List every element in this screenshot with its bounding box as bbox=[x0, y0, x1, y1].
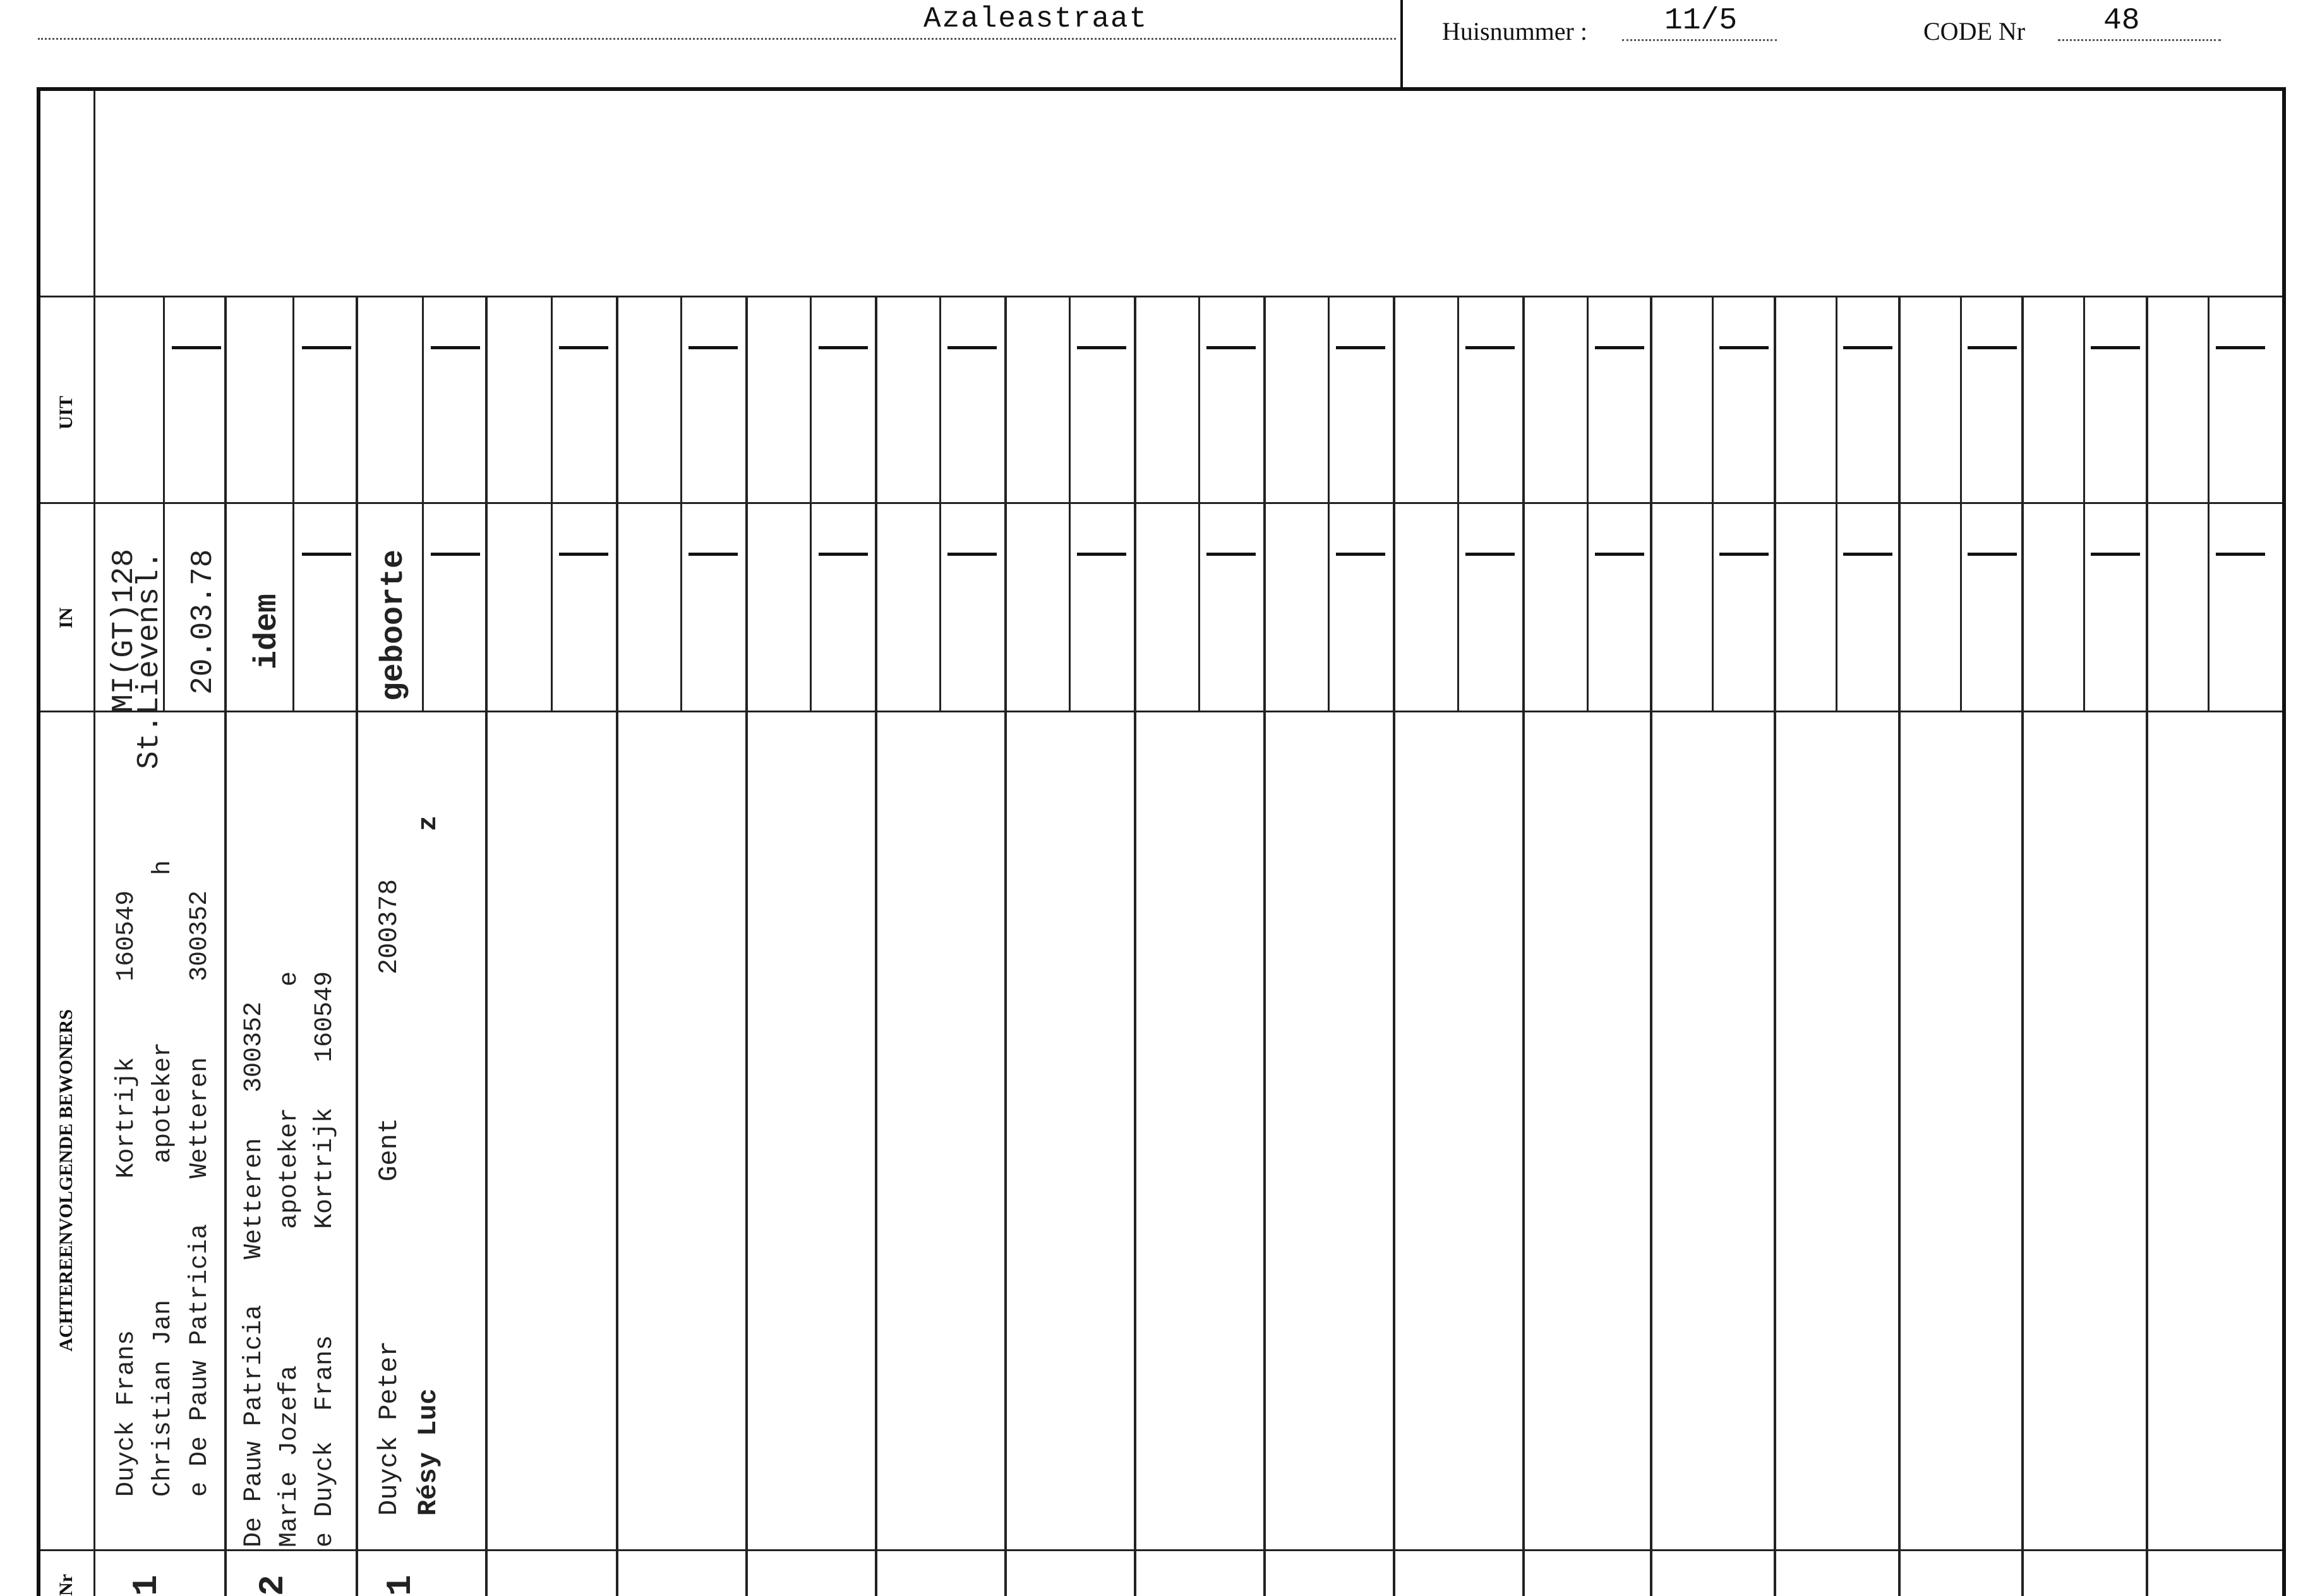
empty-uit-dash bbox=[1843, 346, 1892, 349]
resident-2-line-2: Marie Jozefa apoteker e bbox=[275, 971, 304, 1547]
section-line-in bbox=[40, 502, 2282, 504]
code-value: 48 bbox=[2103, 4, 2140, 38]
empty-uit-dash bbox=[172, 346, 221, 349]
table-border-top bbox=[37, 87, 2286, 91]
column-divider bbox=[1898, 296, 1901, 1596]
empty-in-dash bbox=[1336, 553, 1385, 556]
section-line-uit bbox=[40, 296, 2282, 297]
resident-1-in-line-2: St.Lievensl. bbox=[133, 551, 167, 769]
house-number-dotted-line bbox=[1622, 39, 1777, 41]
column-divider bbox=[875, 296, 877, 1596]
resident-2-line-3: e Duyck Frans Kortrijk 160549 bbox=[311, 971, 339, 1547]
resident-3-line-2: Résy Luc z bbox=[413, 815, 443, 1516]
sub-column-divider bbox=[1457, 296, 1459, 711]
table-border-left bbox=[37, 87, 40, 1596]
sub-column-divider bbox=[1960, 296, 1962, 711]
empty-in-dash bbox=[947, 553, 997, 556]
column-divider bbox=[616, 296, 618, 1596]
code-dotted-line bbox=[2058, 39, 2221, 41]
sub-column-divider bbox=[810, 296, 812, 711]
empty-in-dash bbox=[2091, 553, 2140, 556]
empty-uit-dash bbox=[1719, 346, 1769, 349]
empty-in-dash bbox=[431, 553, 480, 556]
column-divider bbox=[356, 296, 358, 1596]
in-label: IN bbox=[56, 607, 76, 628]
empty-in-dash bbox=[2216, 553, 2265, 556]
empty-uit-dash bbox=[1595, 346, 1644, 349]
resident-3-line-1: Duyck Peter Gent 200378 bbox=[374, 879, 404, 1516]
empty-in-dash bbox=[1719, 553, 1769, 556]
column-divider bbox=[1522, 296, 1525, 1596]
record-header bbox=[0, 0, 2303, 87]
section-line-nr bbox=[40, 1549, 2282, 1551]
sub-column-divider bbox=[422, 296, 424, 711]
sub-column-divider bbox=[2083, 296, 2085, 711]
sub-column-divider bbox=[939, 296, 941, 711]
column-divider bbox=[224, 296, 227, 1596]
empty-in-dash bbox=[688, 553, 738, 556]
empty-uit-dash bbox=[302, 346, 351, 349]
sub-column-divider bbox=[551, 296, 553, 711]
empty-in-dash bbox=[1206, 553, 1256, 556]
empty-uit-dash bbox=[947, 346, 997, 349]
resident-1-line-3: e De Pauw Patricia Wetteren 300352 bbox=[186, 890, 214, 1497]
column-divider bbox=[745, 296, 748, 1596]
resident-1-line-2: Christian Jan apoteker h bbox=[149, 860, 177, 1497]
resident-2-in: idem bbox=[250, 593, 286, 669]
sub-column-divider bbox=[292, 296, 294, 711]
sub-column-divider bbox=[1587, 296, 1589, 711]
residents-label: ACHTEREENVOLGENDE BEWONERS bbox=[56, 1009, 76, 1352]
table-border-right bbox=[2282, 87, 2286, 1596]
empty-uit-dash bbox=[559, 346, 608, 349]
column-divider bbox=[1134, 296, 1136, 1596]
empty-uit-dash bbox=[1077, 346, 1126, 349]
resident-1-in-line-1: MI(GT)128 bbox=[107, 548, 141, 712]
sub-column-divider bbox=[2208, 296, 2210, 711]
column-divider bbox=[1650, 296, 1652, 1596]
empty-uit-dash bbox=[1465, 346, 1515, 349]
empty-uit-dash bbox=[1968, 346, 2017, 349]
resident-1-line-1: Duyck Frans Kortrijk 160549 bbox=[112, 890, 141, 1497]
sub-column-divider bbox=[680, 296, 682, 711]
empty-in-dash bbox=[819, 553, 868, 556]
empty-in-dash bbox=[302, 553, 351, 556]
header-divider bbox=[1400, 0, 1403, 87]
resident-3-in: geboorte bbox=[376, 549, 412, 701]
section-line-residents bbox=[40, 711, 2282, 712]
resident-2-nr: 2 bbox=[253, 1575, 293, 1596]
empty-in-dash bbox=[1843, 553, 1892, 556]
sub-column-divider bbox=[1836, 296, 1837, 711]
sub-column-divider bbox=[1069, 296, 1071, 711]
code-label: CODE Nr bbox=[1923, 17, 2026, 45]
column-divider bbox=[2146, 296, 2148, 1596]
column-divider bbox=[1263, 296, 1266, 1596]
empty-in-dash bbox=[1077, 553, 1126, 556]
empty-uit-dash bbox=[688, 346, 738, 349]
column-divider bbox=[485, 296, 488, 1596]
label-column-divider bbox=[93, 91, 95, 1596]
resident-1-nr: 1 bbox=[126, 1575, 167, 1596]
column-divider bbox=[1004, 296, 1007, 1596]
house-number-label: Huisnummer : bbox=[1442, 17, 1587, 45]
empty-uit-dash bbox=[1206, 346, 1256, 349]
column-divider bbox=[1393, 296, 1395, 1596]
empty-uit-dash bbox=[431, 346, 480, 349]
nr-label: Nr bbox=[56, 1574, 76, 1596]
empty-uit-dash bbox=[2216, 346, 2265, 349]
sub-column-divider bbox=[1198, 296, 1200, 711]
empty-in-dash bbox=[559, 553, 608, 556]
street-dotted-line bbox=[38, 38, 1396, 40]
empty-in-dash bbox=[1968, 553, 2017, 556]
column-divider bbox=[2021, 296, 2024, 1596]
empty-uit-dash bbox=[819, 346, 868, 349]
resident-2-line-1: De Pauw Patricia Wetteren 300352 bbox=[240, 1001, 268, 1547]
empty-in-dash bbox=[1465, 553, 1515, 556]
uit-label: UIT bbox=[56, 395, 76, 429]
resident-1-in-date: 20.03.78 bbox=[186, 549, 220, 695]
empty-uit-dash bbox=[1336, 346, 1385, 349]
empty-in-dash bbox=[1595, 553, 1644, 556]
column-divider bbox=[1774, 296, 1776, 1596]
empty-uit-dash bbox=[2091, 346, 2140, 349]
sub-column-divider bbox=[1712, 296, 1714, 711]
resident-3-nr: 1 bbox=[380, 1575, 421, 1596]
sub-column-divider bbox=[1328, 296, 1330, 711]
street-name: Azaleastraat bbox=[923, 3, 1148, 35]
house-number-value: 11/5 bbox=[1664, 4, 1738, 38]
